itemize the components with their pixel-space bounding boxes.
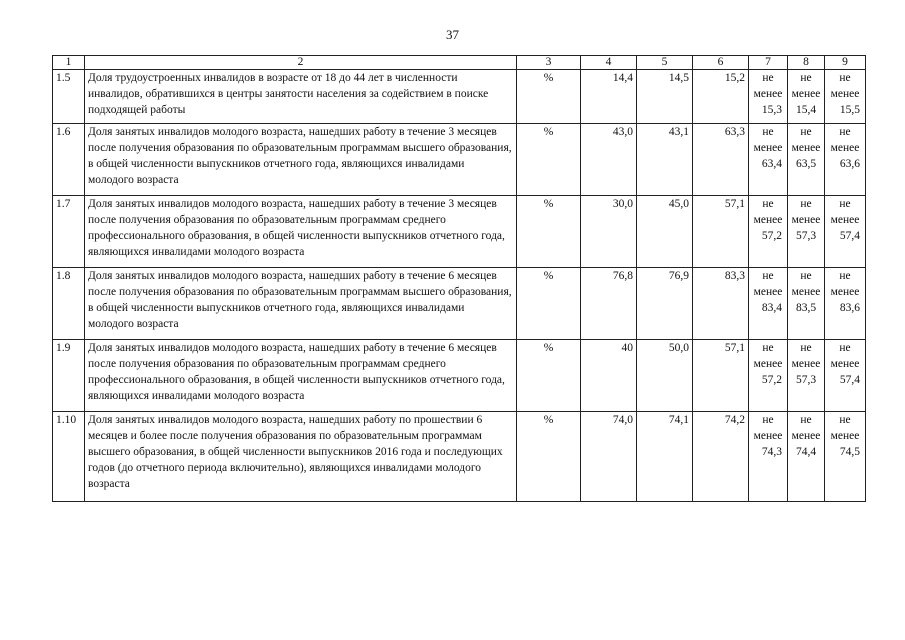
page-number: 37 bbox=[446, 27, 459, 42]
indicator-name: Доля трудоустроенных инвалидов в возрасте от 18 до 44 лет в численности инвалидов, обратившихся в центры занятости населения за содействием в поиске подходящей работы bbox=[85, 70, 517, 124]
indicator-name: Доля занятых инвалидов молодого возраста, нашедших работу в течение 3 месяцев после получения образования по образовательным программам среднего профессионального образования, в общей численности выпускников отчетного года, являющихся инвалидами молодого возраста bbox=[85, 196, 517, 268]
header-cell: 3 bbox=[517, 56, 581, 70]
target-prefix-word: не bbox=[800, 126, 812, 138]
header-cell: 5 bbox=[637, 56, 693, 70]
indicators-table bbox=[52, 55, 866, 502]
target-prefix-word: менее bbox=[753, 142, 783, 154]
target-prefix-word: не bbox=[839, 126, 851, 138]
target-prefix-word: менее bbox=[753, 214, 783, 226]
target-value: 15,3 bbox=[761, 104, 782, 116]
target-col-7 bbox=[749, 412, 788, 502]
target-col-9 bbox=[825, 340, 866, 412]
target-prefix-word: менее bbox=[791, 430, 821, 442]
target-col-8 bbox=[788, 196, 825, 268]
header-cell: 2 bbox=[85, 56, 517, 70]
value-col-6: 15,2 bbox=[693, 70, 749, 124]
unit-cell: % bbox=[517, 124, 581, 196]
target-prefix-word: менее bbox=[830, 286, 860, 298]
target-col-8 bbox=[788, 340, 825, 412]
target-col-8 bbox=[788, 70, 825, 124]
value-col-4: 74,0 bbox=[581, 412, 637, 502]
row-number: 1.9 bbox=[53, 340, 85, 412]
indicator-name: Доля занятых инвалидов молодого возраста, нашедших работу в течение 3 месяцев после получения образования по образовательным программам высшего образования, в общей численности выпускников отчетного года, являющихся инвалидами молодого возраста bbox=[85, 124, 517, 196]
row-number: 1.8 bbox=[53, 268, 85, 340]
value-col-6: 57,1 bbox=[693, 196, 749, 268]
value-col-5: 76,9 bbox=[637, 268, 693, 340]
header-row bbox=[53, 56, 866, 70]
target-col-7 bbox=[749, 340, 788, 412]
target-prefix-word: менее bbox=[830, 214, 860, 226]
target-value: 57,3 bbox=[795, 374, 817, 386]
table-row bbox=[53, 340, 866, 412]
target-col-7 bbox=[749, 196, 788, 268]
row-number: 1.5 bbox=[53, 70, 85, 124]
header-cell: 6 bbox=[693, 56, 749, 70]
target-prefix-word: не bbox=[762, 72, 774, 84]
target-value: 57,3 bbox=[795, 230, 817, 242]
value-col-6: 83,3 bbox=[693, 268, 749, 340]
row-number: 1.7 bbox=[53, 196, 85, 268]
target-prefix-word: менее bbox=[830, 358, 860, 370]
table-body bbox=[53, 56, 866, 502]
target-col-9 bbox=[825, 124, 866, 196]
target-prefix-word: не bbox=[762, 342, 774, 354]
target-prefix-word: не bbox=[800, 414, 812, 426]
target-col-8 bbox=[788, 412, 825, 502]
target-prefix-word: менее bbox=[830, 142, 860, 154]
target-value: 74,4 bbox=[795, 446, 817, 458]
target-prefix-word: менее bbox=[791, 358, 821, 370]
value-col-6: 74,2 bbox=[693, 412, 749, 502]
target-prefix-word: не bbox=[762, 198, 774, 210]
value-col-4: 30,0 bbox=[581, 196, 637, 268]
table-row bbox=[53, 196, 866, 268]
target-value: 83,6 bbox=[839, 302, 860, 314]
target-prefix-word: менее bbox=[753, 286, 783, 298]
target-col-7 bbox=[749, 268, 788, 340]
target-value: 63,6 bbox=[839, 158, 860, 170]
value-col-5: 74,1 bbox=[637, 412, 693, 502]
target-prefix-word: не bbox=[839, 270, 851, 282]
value-col-4: 76,8 bbox=[581, 268, 637, 340]
target-col-9 bbox=[825, 412, 866, 502]
target-col-9 bbox=[825, 268, 866, 340]
value-col-4: 14,4 bbox=[581, 70, 637, 124]
row-number: 1.6 bbox=[53, 124, 85, 196]
target-value: 74,3 bbox=[761, 446, 782, 458]
target-prefix-word: менее bbox=[791, 88, 821, 100]
value-col-5: 45,0 bbox=[637, 196, 693, 268]
target-col-9 bbox=[825, 196, 866, 268]
target-col-7 bbox=[749, 124, 788, 196]
unit-cell: % bbox=[517, 70, 581, 124]
target-prefix-word: не bbox=[839, 342, 851, 354]
target-value: 57,2 bbox=[761, 230, 782, 242]
header-cell: 7 bbox=[749, 56, 788, 70]
table-row bbox=[53, 268, 866, 340]
target-value: 57,4 bbox=[839, 230, 860, 242]
target-prefix-word: не bbox=[800, 72, 812, 84]
header-cell: 9 bbox=[825, 56, 866, 70]
table-row bbox=[53, 70, 866, 124]
target-value: 83,5 bbox=[795, 302, 817, 314]
target-prefix-word: не bbox=[762, 126, 774, 138]
header-cell: 4 bbox=[581, 56, 637, 70]
target-value: 57,4 bbox=[839, 374, 860, 386]
unit-cell: % bbox=[517, 412, 581, 502]
row-number: 1.10 bbox=[53, 412, 85, 502]
target-col-7 bbox=[749, 70, 788, 124]
target-prefix-word: не bbox=[762, 270, 774, 282]
value-col-5: 43,1 bbox=[637, 124, 693, 196]
target-value: 63,5 bbox=[795, 158, 817, 170]
unit-cell: % bbox=[517, 268, 581, 340]
target-prefix-word: не bbox=[839, 72, 851, 84]
table-row bbox=[53, 124, 866, 196]
target-prefix-word: менее bbox=[753, 358, 783, 370]
value-col-5: 14,5 bbox=[637, 70, 693, 124]
unit-cell: % bbox=[517, 196, 581, 268]
target-value: 57,2 bbox=[761, 374, 782, 386]
table-row bbox=[53, 412, 866, 502]
indicator-name: Доля занятых инвалидов молодого возраста, нашедших работу в течение 6 месяцев после получения образования по образовательным программам среднего профессионального образования, в общей численности выпускников отчетного года, являющихся инвалидами молодого возраста bbox=[85, 340, 517, 412]
target-prefix-word: не bbox=[839, 198, 851, 210]
value-col-4: 43,0 bbox=[581, 124, 637, 196]
value-col-6: 57,1 bbox=[693, 340, 749, 412]
target-col-8 bbox=[788, 124, 825, 196]
value-col-4: 40 bbox=[581, 340, 637, 412]
unit-cell: % bbox=[517, 340, 581, 412]
target-prefix-word: не bbox=[800, 342, 812, 354]
indicator-name: Доля занятых инвалидов молодого возраста, нашедших работу в течение 6 месяцев после получения образования по образовательным программам высшего образования, в общей численности выпускников отчетного года, являющихся инвалидами молодого возраста bbox=[85, 268, 517, 340]
target-col-8 bbox=[788, 268, 825, 340]
target-value: 83,4 bbox=[761, 302, 782, 314]
target-value: 74,5 bbox=[839, 446, 860, 458]
target-prefix-word: не bbox=[839, 414, 851, 426]
target-prefix-word: менее bbox=[791, 286, 821, 298]
target-col-9 bbox=[825, 70, 866, 124]
target-prefix-word: менее bbox=[791, 142, 821, 154]
target-prefix-word: менее bbox=[791, 214, 821, 226]
target-prefix-word: менее bbox=[753, 430, 783, 442]
indicator-name: Доля занятых инвалидов молодого возраста, нашедших работу по прошествии 6 месяцев и более после получения образования по образовательным программам высшего образования, в общей численности выпускников 2016 года и последующих годов (до отчетного периода включительно), являющихся инвалидами молодого возраста bbox=[85, 412, 517, 502]
target-prefix-word: менее bbox=[830, 430, 860, 442]
value-col-6: 63,3 bbox=[693, 124, 749, 196]
target-prefix-word: не bbox=[800, 198, 812, 210]
target-prefix-word: менее bbox=[753, 88, 783, 100]
header-cell: 8 bbox=[788, 56, 825, 70]
target-value: 15,4 bbox=[795, 104, 817, 116]
target-prefix-word: не bbox=[800, 270, 812, 282]
target-value: 63,4 bbox=[761, 158, 782, 170]
value-col-5: 50,0 bbox=[637, 340, 693, 412]
target-prefix-word: менее bbox=[830, 88, 860, 100]
target-value: 15,5 bbox=[839, 104, 860, 116]
target-prefix-word: не bbox=[762, 414, 774, 426]
header-cell: 1 bbox=[53, 56, 85, 70]
